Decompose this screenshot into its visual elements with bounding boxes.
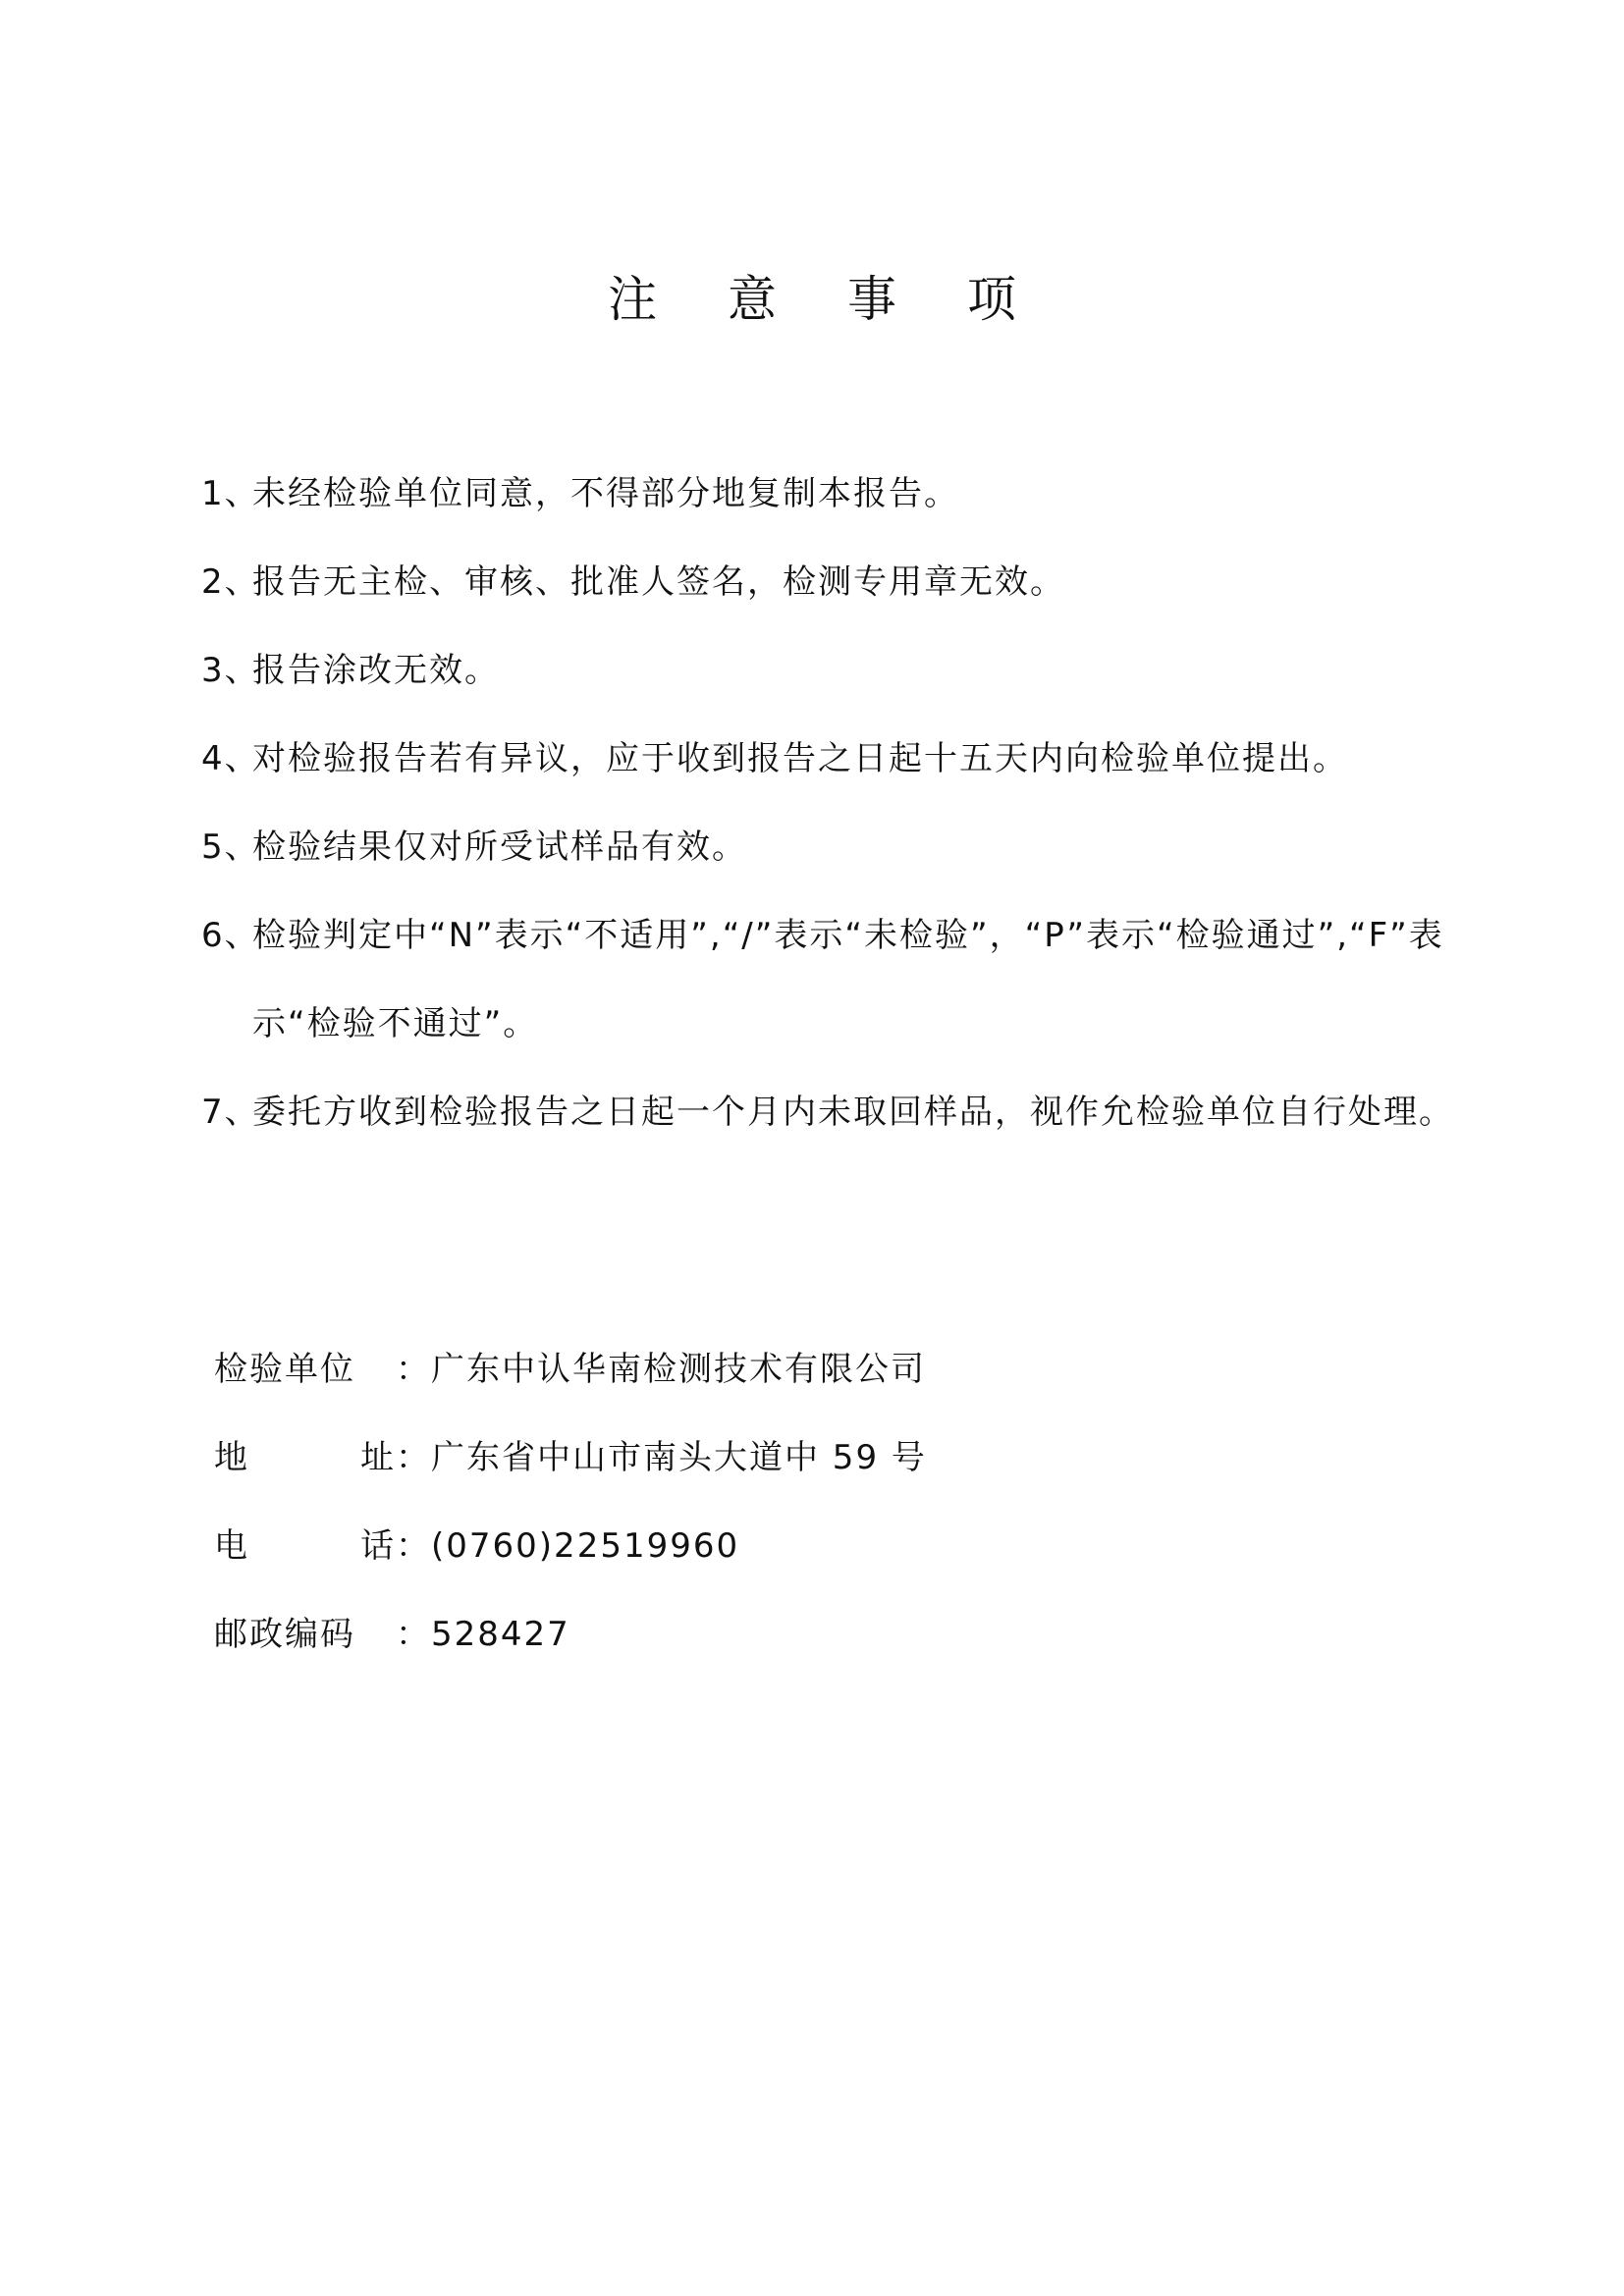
notice-list [201,450,1488,1156]
notice-text: 委托方收到检验报告之日起一个月内未取回样品，视作允检验单位自行处理。 [252,1093,1454,1132]
notice-number: 1、 [201,474,260,513]
contact-info [214,1325,1392,1679]
notice-text: 对检验报告若有异议，应于收到报告之日起十五天内向检验单位提出。 [252,739,1348,778]
notice-number: 3、 [201,651,260,690]
contact-phone-row [214,1502,1392,1590]
notice-item-3 [201,626,1488,715]
notice-item-7 [201,1068,1488,1156]
notice-item-6 [201,891,1488,1068]
notice-text: 检验结果仅对所受试样品有效。 [252,828,747,867]
notice-item-4 [201,715,1488,803]
notice-number: 5、 [201,828,260,867]
contact-postcode-label: 邮政编码 [214,1615,355,1654]
notice-number: 7、 [201,1093,260,1132]
contact-address-value: 广东省中山市南头大道中 59 号 [431,1438,927,1477]
contact-unit-row [214,1325,1392,1414]
colon: ： [396,1350,431,1389]
notice-text: 检验判定中“N”表示“不适用”,“/”表示“未检验”，“P”表示“检验通过”,“F”表示“检验不通过”。 [252,916,1444,1043]
contact-postcode-value: 528427 [431,1615,570,1654]
label-char: 址 [360,1438,396,1477]
contact-address-label [214,1414,396,1502]
colon: ： [396,1615,431,1654]
colon: ： [396,1526,431,1566]
contact-phone-label [214,1502,396,1590]
colon: ： [396,1438,431,1477]
contact-phone-value: (0760)22519960 [431,1526,740,1566]
contact-unit-label: 检验单位 [214,1350,355,1389]
contact-unit-value: 广东中认华南检测技术有限公司 [431,1350,926,1389]
notice-number: 4、 [201,739,260,778]
contact-postcode-row [214,1590,1392,1679]
notice-item-1 [201,450,1488,538]
label-char: 地 [214,1438,249,1477]
notice-text: 报告涂改无效。 [252,651,500,690]
notice-text: 报告无主检、审核、批准人签名，检测专用章无效。 [252,562,1065,602]
notice-item-2 [201,538,1488,626]
notice-text: 未经检验单位同意，不得部分地复制本报告。 [252,474,959,513]
notice-number: 2、 [201,562,260,602]
label-char: 电 [214,1526,249,1566]
notice-number: 6、 [201,916,260,955]
page-title: 注 意 事 项 [608,271,1044,328]
contact-address-row [214,1414,1392,1502]
label-char: 话 [360,1526,396,1566]
notice-item-5 [201,803,1488,891]
